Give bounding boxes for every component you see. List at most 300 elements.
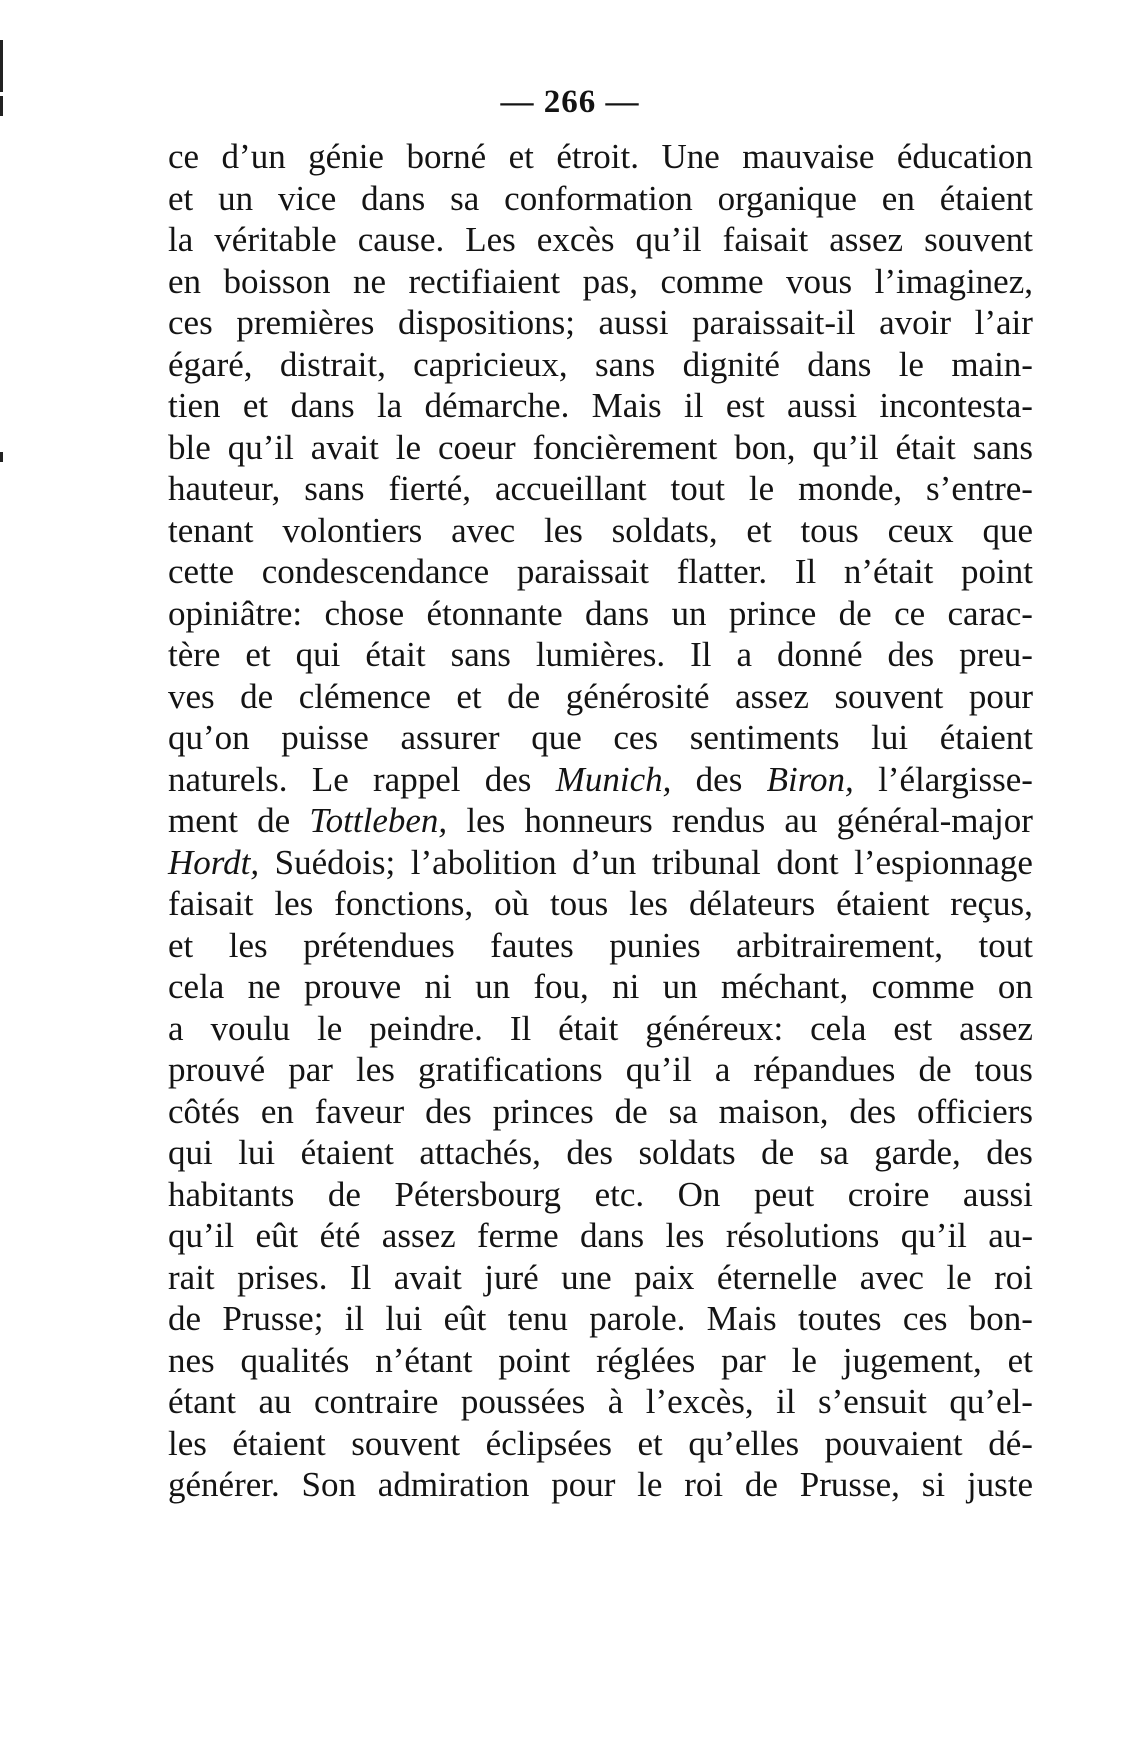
word: cela	[168, 967, 225, 1006]
word: par	[721, 1340, 766, 1380]
word: que	[531, 718, 582, 757]
word: n’était	[843, 552, 934, 591]
body-text	[168, 136, 1033, 1506]
word: qu’il	[900, 1216, 967, 1255]
word: à	[607, 1382, 624, 1421]
word: on	[997, 967, 1033, 1006]
word: assez	[829, 220, 904, 259]
word: fautes	[490, 925, 574, 965]
word: côtés	[168, 1091, 240, 1131]
word: au	[258, 1382, 292, 1421]
text-line	[168, 883, 1033, 925]
word: au-	[988, 1216, 1033, 1255]
word: croire	[847, 1174, 930, 1214]
word: voulu	[210, 1008, 291, 1048]
word: égaré,	[168, 344, 253, 384]
word: attachés,	[419, 1133, 541, 1172]
word: Prusse,	[799, 1465, 900, 1504]
word: était	[558, 1008, 619, 1048]
text-line	[168, 1423, 1033, 1465]
word: le	[748, 469, 775, 508]
word: poussées	[460, 1382, 586, 1421]
word: les	[543, 510, 583, 550]
word: sa	[450, 178, 480, 218]
word: il	[776, 1382, 796, 1421]
word: dans	[807, 344, 872, 384]
word: assez	[381, 1216, 456, 1255]
word: donné	[776, 635, 863, 674]
word: ce	[168, 137, 200, 176]
word: si	[921, 1465, 946, 1504]
word: sa	[668, 1091, 698, 1131]
word: dispositions;	[397, 303, 575, 342]
word: roi	[684, 1465, 724, 1504]
word: de	[761, 1133, 795, 1172]
word: aussi	[962, 1174, 1033, 1214]
word: le	[898, 344, 924, 384]
text-line	[168, 385, 1033, 427]
word: de	[507, 676, 541, 716]
word: Pétersbourg	[394, 1174, 562, 1214]
text-line	[168, 1008, 1033, 1050]
word: contraire	[314, 1382, 439, 1421]
word: était	[895, 427, 956, 467]
word: prouvé	[168, 1050, 266, 1089]
word: étaient	[939, 178, 1033, 218]
word: souvent	[834, 676, 944, 716]
word: de	[918, 1050, 952, 1089]
word: éclipsées	[485, 1423, 612, 1463]
word: et	[1007, 1340, 1033, 1380]
word: maison,	[718, 1091, 829, 1131]
word: carac-	[947, 593, 1033, 633]
word: faveur	[314, 1091, 405, 1131]
word: admiration	[377, 1465, 530, 1504]
word: organique	[717, 178, 857, 218]
word: le	[791, 1340, 817, 1380]
word: que	[982, 510, 1033, 550]
word: rait	[168, 1257, 215, 1297]
word: étant	[168, 1382, 237, 1421]
word: des	[849, 1091, 897, 1131]
word: pour	[968, 676, 1033, 716]
word: de	[257, 801, 291, 840]
word: ces	[902, 1299, 948, 1338]
word: de	[744, 1465, 778, 1504]
word: accueillant	[494, 469, 647, 508]
word: avec	[451, 510, 516, 550]
word: prises.	[237, 1257, 328, 1297]
word: le	[395, 427, 422, 467]
word: il	[684, 386, 704, 425]
word: et	[456, 676, 482, 716]
word: l’excès,	[645, 1382, 754, 1421]
word: Il	[690, 635, 712, 674]
word: sans	[972, 427, 1033, 467]
word: Biron,	[766, 759, 854, 799]
word: en	[881, 178, 915, 218]
word: dans	[361, 178, 426, 218]
word: bon,	[734, 427, 796, 467]
word: dignité	[682, 344, 780, 384]
word: honneurs	[524, 801, 653, 840]
word: ces	[613, 718, 659, 757]
word: qu’on	[168, 718, 250, 757]
word: de	[327, 1174, 361, 1214]
word: toutes	[797, 1299, 882, 1338]
word: qu’el-	[949, 1382, 1033, 1421]
word: éducation	[896, 137, 1033, 176]
word: comme	[660, 261, 764, 301]
word: générer.	[168, 1465, 280, 1504]
word: ble	[168, 427, 211, 467]
word: cette	[168, 552, 235, 591]
word: un	[475, 967, 511, 1006]
word: cela	[810, 1008, 867, 1048]
word: s’entre-	[926, 469, 1033, 508]
word: soldats,	[611, 510, 718, 550]
word: a	[168, 1008, 184, 1048]
word: étaient	[939, 718, 1033, 757]
word: peut	[753, 1174, 815, 1214]
word: tenu	[507, 1299, 568, 1338]
word: puisse	[281, 718, 369, 757]
word: dé-	[988, 1423, 1033, 1463]
text-line	[168, 344, 1033, 386]
text-line	[168, 261, 1033, 303]
word: Prusse;	[222, 1299, 324, 1338]
word: un	[671, 593, 707, 633]
text-line	[168, 800, 1033, 842]
word: garde,	[874, 1133, 961, 1172]
word: tout	[978, 925, 1033, 965]
word: roi	[994, 1257, 1033, 1297]
word: boisson	[223, 261, 331, 301]
word: ces	[168, 303, 213, 342]
word: eût	[255, 1216, 299, 1255]
word: des	[425, 1091, 472, 1131]
word: tenant	[168, 510, 254, 550]
word: point	[961, 552, 1033, 591]
word: rendus	[671, 801, 766, 840]
word: et	[746, 510, 772, 550]
word: par	[288, 1050, 333, 1089]
word: lumières.	[535, 635, 666, 674]
word: ferme	[477, 1216, 559, 1255]
word: de	[614, 1091, 648, 1131]
word: juste	[966, 1465, 1033, 1504]
word: sentiments	[689, 718, 840, 757]
word: prince	[728, 593, 817, 633]
word: tribunal	[651, 842, 761, 882]
word: l’imaginez,	[874, 261, 1033, 301]
text-line	[168, 468, 1033, 510]
word: tout	[670, 469, 725, 508]
word: Il	[509, 1008, 532, 1048]
word: incontesta-	[879, 386, 1033, 425]
text-line	[168, 551, 1033, 593]
binding-edge-mark	[0, 452, 3, 462]
word: Mais	[591, 386, 662, 425]
word: dans	[584, 593, 650, 633]
word: étaient	[232, 1423, 326, 1463]
word: des	[484, 759, 532, 799]
text-line	[168, 1464, 1033, 1506]
word: cause.	[357, 220, 445, 259]
text-line	[168, 634, 1033, 676]
word: nes	[168, 1340, 215, 1380]
word: premières	[236, 303, 375, 342]
word: souvent	[924, 220, 1033, 259]
word: comme	[871, 967, 975, 1006]
word: Le	[311, 759, 349, 799]
word: les	[168, 1423, 207, 1463]
word: fierté,	[388, 469, 472, 508]
text-line	[168, 759, 1033, 801]
word: punies	[609, 925, 701, 965]
word: soldats	[638, 1133, 736, 1172]
word: reçus,	[950, 884, 1033, 923]
word: sans	[595, 344, 656, 384]
word: sans	[304, 469, 365, 508]
word: l’abolition	[410, 842, 557, 882]
word: officiers	[916, 1091, 1033, 1131]
word: a	[714, 1050, 731, 1089]
text-line	[168, 1174, 1033, 1216]
word: condescendance	[261, 552, 490, 591]
word: assurer	[400, 718, 500, 757]
word: les	[665, 1216, 705, 1255]
text-line	[168, 593, 1033, 635]
word: lui	[871, 718, 909, 757]
text-line	[168, 136, 1033, 178]
word: On	[677, 1174, 721, 1214]
text-line	[168, 1049, 1033, 1091]
word: Il	[794, 552, 817, 591]
word: un	[662, 967, 698, 1006]
word: borné	[406, 137, 487, 176]
word: Suédois;	[274, 842, 396, 882]
word: assez	[959, 1008, 1033, 1048]
word: pas,	[582, 261, 638, 301]
word: qualités	[240, 1340, 350, 1380]
word: a	[736, 635, 752, 674]
word: hauteur,	[168, 469, 281, 508]
word: monde,	[798, 469, 903, 508]
word: dans	[290, 386, 355, 425]
word: gratifications	[417, 1050, 603, 1089]
word: rectifiaient	[408, 261, 561, 301]
word: Une	[661, 137, 720, 176]
word: lui	[385, 1299, 423, 1338]
word: naturels.	[168, 759, 288, 799]
word: ce	[894, 593, 926, 633]
word: eût	[443, 1299, 487, 1338]
word: distrait,	[279, 344, 386, 384]
word: en	[168, 261, 202, 301]
text-line	[168, 676, 1033, 718]
word: résolutions	[725, 1216, 880, 1255]
word: des	[695, 759, 743, 799]
word: tous	[549, 884, 609, 923]
word: point	[498, 1340, 571, 1380]
word: paraissait-il	[692, 303, 856, 342]
word: et	[168, 178, 194, 218]
word: de	[168, 1299, 202, 1338]
word: clémence	[298, 676, 431, 716]
word: s’ensuit	[818, 1382, 927, 1421]
word: le	[317, 1008, 343, 1048]
word: une	[561, 1257, 612, 1297]
word: Tottleben,	[309, 801, 448, 840]
word: ment	[168, 801, 238, 840]
word: qu’il	[168, 1216, 235, 1255]
text-line	[168, 219, 1033, 261]
word: le	[946, 1257, 972, 1297]
word: excès	[536, 220, 615, 259]
word: étaient	[300, 1133, 394, 1172]
page-number: — 266 —	[500, 84, 640, 120]
word: qu’il	[635, 220, 702, 259]
word: flatter.	[676, 552, 768, 591]
word: peindre.	[369, 1008, 483, 1048]
word: main-	[951, 344, 1033, 384]
word: un	[218, 178, 254, 218]
word: tous	[800, 510, 859, 550]
word: les	[356, 1050, 395, 1089]
word: preu-	[959, 635, 1033, 674]
word: avait	[393, 1257, 462, 1297]
word: méchant,	[720, 967, 849, 1006]
word: qu’il	[812, 427, 879, 467]
word: il	[344, 1299, 365, 1338]
word: l’air	[974, 303, 1033, 342]
word: foncièrement	[532, 427, 718, 467]
word: Mais	[706, 1299, 777, 1338]
word: ves	[168, 676, 215, 716]
text-line	[168, 1340, 1033, 1382]
word: dont	[776, 842, 839, 882]
text-line	[168, 717, 1033, 759]
word: le	[637, 1465, 663, 1504]
word: Il	[349, 1257, 372, 1297]
word: généreux:	[645, 1008, 784, 1048]
word: qu’il	[227, 427, 294, 467]
word: au	[784, 801, 818, 840]
word: de	[838, 593, 872, 633]
word: qui	[295, 635, 341, 674]
word: prétendues	[303, 925, 455, 965]
word: été	[319, 1216, 361, 1255]
word: les	[466, 801, 506, 840]
text-line	[168, 1257, 1033, 1299]
word: qui	[168, 1133, 213, 1172]
word: fou,	[533, 967, 589, 1006]
word: pour	[551, 1465, 616, 1504]
word: générosité	[565, 676, 710, 716]
text-line	[168, 1381, 1033, 1423]
word: paix	[634, 1257, 695, 1297]
word: est	[725, 386, 765, 425]
word: Hordt,	[168, 842, 260, 882]
word: rappel	[373, 759, 461, 799]
word: mauvaise	[742, 137, 875, 176]
word: sans	[450, 635, 511, 674]
word: ni	[612, 967, 640, 1006]
word: en	[260, 1091, 294, 1131]
word: arbitrairement,	[736, 925, 944, 965]
word: ne	[247, 967, 281, 1006]
word: tère	[168, 635, 221, 674]
word: faisait	[168, 884, 254, 923]
word: vice	[277, 178, 337, 218]
word: d’un	[572, 842, 637, 882]
word: les	[274, 884, 314, 923]
word: n’étant	[375, 1340, 473, 1380]
word: étroit.	[556, 137, 639, 176]
word: conformation	[504, 178, 693, 218]
text-line	[168, 842, 1033, 884]
word: fonctions,	[334, 884, 474, 923]
word: d’un	[221, 137, 286, 176]
word: coeur	[437, 427, 516, 467]
word: capricieux,	[413, 344, 568, 384]
word: réglées	[596, 1340, 696, 1380]
word: qu’elles	[688, 1423, 800, 1463]
word: étonnante	[426, 593, 563, 633]
word: des	[986, 1133, 1033, 1172]
text-line	[168, 1298, 1033, 1340]
word: ne	[352, 261, 387, 301]
word: et	[637, 1423, 663, 1463]
word: tous	[974, 1050, 1033, 1089]
word: aussi	[787, 386, 858, 425]
word: est	[893, 1008, 933, 1048]
text-line	[168, 966, 1033, 1008]
word: Munich,	[555, 759, 672, 799]
text-line	[168, 925, 1033, 967]
word: paraissait	[516, 552, 650, 591]
word: ceux	[887, 510, 954, 550]
text-line	[168, 1215, 1033, 1257]
word: prouve	[304, 967, 402, 1006]
word: l’élargisse-	[878, 759, 1033, 799]
word: opiniâtre:	[168, 593, 303, 633]
word: juré	[484, 1257, 539, 1297]
word: les	[629, 884, 669, 923]
text-line	[168, 1132, 1033, 1174]
word: habitants	[168, 1174, 295, 1214]
word: avec	[859, 1257, 924, 1297]
text-line	[168, 1091, 1033, 1133]
word: démarche.	[424, 386, 570, 425]
text-line	[168, 510, 1033, 552]
word: chose	[324, 593, 405, 633]
word: et	[168, 925, 194, 965]
word: faisait	[722, 220, 809, 259]
word: général-major	[836, 801, 1033, 840]
word: les	[228, 925, 268, 965]
word: aussi	[598, 303, 669, 342]
word: délateurs	[688, 884, 816, 923]
word: tien	[168, 386, 221, 425]
word: pouvaient	[824, 1423, 963, 1463]
word: où	[494, 884, 530, 923]
word: et	[508, 137, 534, 176]
word: dans	[580, 1216, 645, 1255]
word: répandues	[753, 1050, 896, 1089]
word: étaient	[836, 884, 930, 923]
